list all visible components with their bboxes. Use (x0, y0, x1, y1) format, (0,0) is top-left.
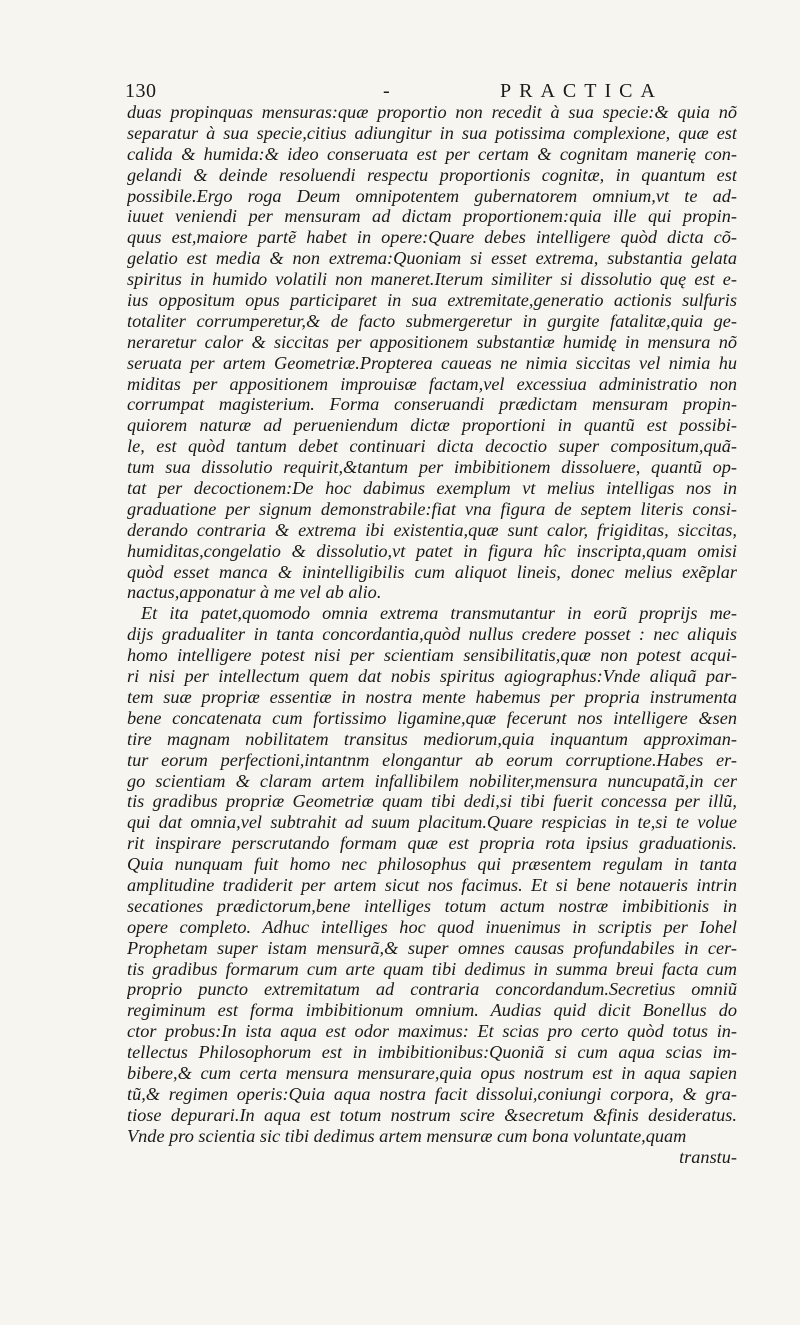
text-line: nactus,apponatur à me vel ab alio. (127, 582, 382, 603)
text-line: ri nisi per intellectum quem dat nobis spiritus agiographus:Vnde aliquã par- (127, 666, 737, 687)
text-line: tis gradibus propriæ Geometriæ quam tibi dedi,si tibi fuerit concessa per illũ, (127, 791, 737, 812)
text-line: rit inspirare perscrutando formam quæ est propria rota ipsius graduationis. (127, 833, 737, 854)
text-line: tem suæ propriæ essentiæ in nostra mente habemus per propria instrumenta (127, 686, 737, 707)
text-line: opere completo. Adhuc intelliges hoc quod inuenimus in scriptis per Iohel (127, 916, 737, 937)
text-line: tum sua dissolutio requirit,&tantum per imbibitionem dissoluere, quantũ op- (127, 457, 737, 478)
text-line: quiorem naturæ ad perueniendum dictæ proportioni in quantũ est possibi- (127, 415, 737, 436)
text-line: homo intelligere potest nisi per scientiam sensibilitatis,quæ non potest acqui- (127, 645, 737, 666)
text-line: Vnde pro scientia sic tibi dedimus artem mensuræ cum bona voluntate,quam (127, 1125, 687, 1146)
text-line: ctor probus:In ista aqua est odor maximus: Et scias pro certo quòd totus in- (127, 1021, 737, 1042)
page-number: 130 (125, 80, 157, 102)
text-line: tur eorum perfectioni,intantnm elongantur ab eorum corruptione.Habes er- (127, 749, 737, 770)
text-line: derando contraria & extrema ibi existentia,quæ sunt calor, frigiditas, siccitas, (127, 519, 737, 540)
text-line: tat per decoctionem:De hoc dabimus exemplum vt melius intelligas nos in (127, 478, 737, 499)
text-line: bene concatenata cum fortissimo ligamine,quæ fecerunt nos intelligere &sen (127, 707, 737, 728)
text-line: tũ,& regimen operis:Quia aqua nostra facit dissolui,coniungi corpora, & gra- (127, 1083, 737, 1104)
text-line: neraretur calor & siccitas per appositionem substantiæ humidę in mensura nõ (127, 331, 737, 352)
text-line: totaliter corrumperetur,& de facto submergeretur in gurgite fatalitæ,quia ge- (127, 310, 737, 331)
text-line: gelatio est media & non extrema:Quoniam si esset extrema, substantia gelata (127, 248, 737, 269)
text-line: bibere,& cum certa mensura mensurare,quia opus nostrum est in aqua sapien (127, 1062, 737, 1083)
text-line: gelandi & deinde resoluendi respectu proportionis cognitæ, in quantum est (127, 164, 737, 185)
text-line: tire magnam nobilitatem transitus mediorum,quia inquantum approximan- (127, 728, 737, 749)
text-line: tellectus Philosophorum est in imbibitionibus:Quoniã si cum aqua scias im- (127, 1042, 737, 1063)
text-line: tis gradibus formarum cum arte quam tibi dedimus in summa breui facta cum (127, 958, 737, 979)
text-line: tiose depurari.In aqua est totum nostrum scire &secretum &finis desideratus. (127, 1104, 737, 1125)
text-line: calida & humida:& ideo conseruata est per certam & cognitam manerię con- (127, 143, 737, 164)
text-line: regiminum est forma imbibitionum omnium. Audias quid dicit Bonellus do (127, 1000, 737, 1021)
text-line: iuuet veniendi per mensuram ad dictam proportionem:quia ille qui propin- (127, 206, 737, 227)
text-line: humiditas,congelatio & dissolutio,vt patet in figura hîc inscripta,quam omisi (127, 540, 737, 561)
text-line: quus est,maiore partẽ habet in opere:Quare debes intelligere quòd dicta cõ- (127, 227, 737, 248)
catchword-line (127, 1147, 737, 1168)
text-line: Prophetam super istam mensurã,& super omnes causas profundabiles in cer- (127, 937, 737, 958)
text-line: duas propinquas mensuras:quæ proportio non recedit à sua specie:& quia nõ (127, 102, 737, 122)
text-line: spiritus in humido volatili non maneret.Iterum similiter si dissolutio quę est e- (127, 269, 737, 290)
text-line: go scientiam & claram artem infallibilem nobiliter,mensura nuncupatã,in cer (127, 770, 737, 791)
text-line: qui dat omnia,vel subtrahit ad suum placitum.Quare respicias in te,si te volue (127, 812, 737, 833)
text-line: proprio puncto extremitatum ad contraria concordandum.Secretius omniũ (127, 979, 737, 1000)
text-line: quòd esset manca & inintelligibilis cum aliquot lineis, donec melius exẽplar (127, 561, 737, 582)
text-line: corrumpat magisterium. Forma conseruandi prædictam mensuram propin- (127, 394, 737, 415)
catchword: transtu- (679, 1146, 737, 1167)
text-line: ius oppositum opus participaret in sua extremitate,generatio actionis sulfuris (127, 290, 737, 311)
body-text (127, 102, 737, 1167)
text-line: amplitudine tradiderit per artem sicut nos facimus. Et si bene notaueris intrin (127, 874, 737, 895)
text-line: miditas per appositionem improuisæ factam,vel excessiua administratio non (127, 373, 737, 394)
text-line: Et ita patet,quomodo omnia extrema transmutantur in eorũ proprijs me- (141, 603, 737, 624)
text-line: possibile.Ergo roga Deum omnipotentem gubernatorem omnium,vt te ad- (127, 185, 737, 206)
text-line: le, est quòd tantum debet continuari dicta decoctio super compositum,quã- (127, 436, 737, 457)
text-line: seruata per artem Geometriæ.Propterea caueas ne nimia siccitas vel nimia hu (127, 352, 737, 373)
running-title: PRACTICA (500, 80, 663, 102)
text-line: Quia nunquam fuit homo nec philosophus qui præsentem regulam in tanta (127, 854, 737, 875)
text-line: separatur à sua specie,citius adiungitur in sua potissima complexione, quæ est (127, 122, 737, 143)
text-line: dijs gradualiter in tanta concordantia,quòd nullus credere posset : nec aliquis (127, 624, 737, 645)
text-line: secationes prædictorum,bene intelliges totum actum nostræ imbibitionis in (127, 895, 737, 916)
running-head-dash: - (383, 80, 390, 102)
text-line: graduatione per signum demonstrabile:fiat vna figura de septem literis consi- (127, 498, 737, 519)
